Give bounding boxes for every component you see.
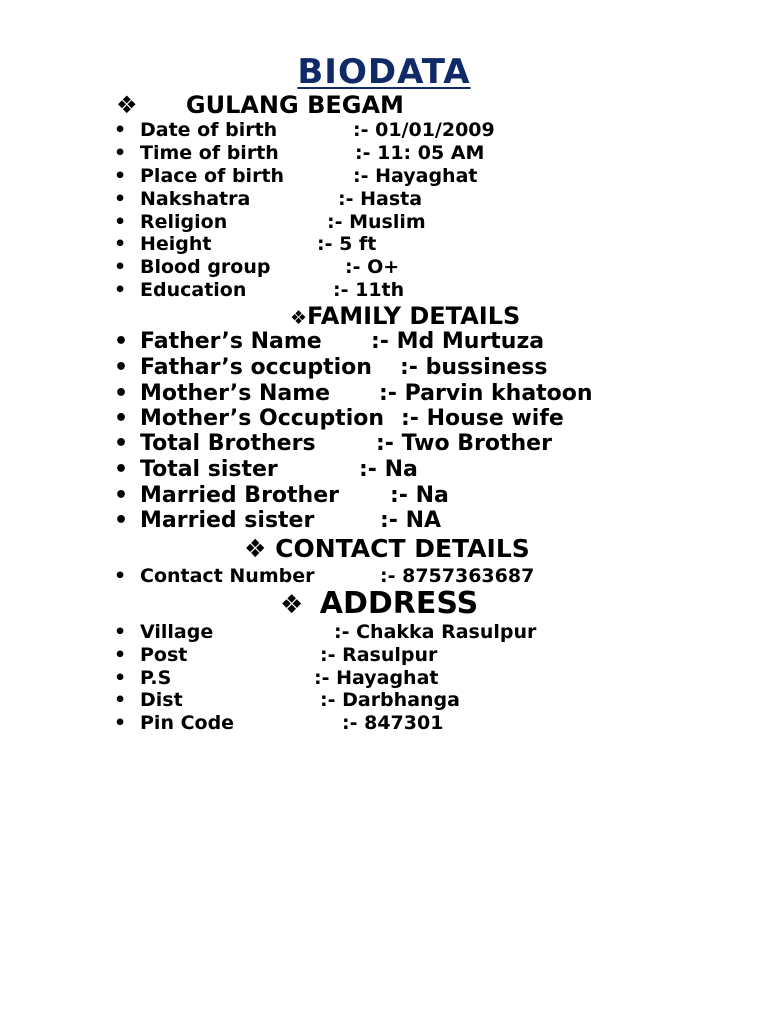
field-value: :- Parvin khatoon xyxy=(379,381,593,406)
bullet-icon: • xyxy=(114,689,127,711)
field-value: :- bussiness xyxy=(400,355,548,380)
field-label: Contact Number xyxy=(140,565,315,587)
field-label: Mother’s Occuption xyxy=(140,406,385,431)
bullet-icon: • xyxy=(114,483,129,508)
field-label: Place of birth xyxy=(140,165,285,187)
diamond-bullet-icon: ❖ xyxy=(280,590,304,620)
field-value: :- Hasta xyxy=(338,188,423,210)
field-label: Married Brother xyxy=(140,483,339,508)
field-label: Total sister xyxy=(140,457,278,482)
field-value: :- Darbhanga xyxy=(320,689,460,711)
bullet-icon: • xyxy=(114,621,127,643)
bullet-icon: • xyxy=(114,188,127,210)
bullet-icon: • xyxy=(114,406,129,431)
field-value: :- O+ xyxy=(345,256,400,278)
field-label: Nakshatra xyxy=(140,188,251,210)
name-heading: ❖ GULANG BEGAM xyxy=(116,91,404,119)
diamond-bullet-icon: ❖ xyxy=(116,91,138,119)
field-label: Father’s Name xyxy=(140,329,322,354)
field-value: :- Md Murtuza xyxy=(371,329,545,354)
bullet-icon: • xyxy=(114,256,127,278)
bullet-icon: • xyxy=(114,211,127,233)
field-value: :- Two Brother xyxy=(376,431,552,456)
field-label: Fathar’s occuption xyxy=(140,355,372,380)
field-value: :- 11: 05 AM xyxy=(355,142,485,164)
bullet-icon: • xyxy=(114,355,129,380)
field-label: Married sister xyxy=(140,508,315,533)
field-label: Date of birth xyxy=(140,119,278,141)
field-value: :- 01/01/2009 xyxy=(353,119,495,141)
field-label: Pin Code xyxy=(140,712,235,734)
field-value: :- Na xyxy=(359,457,418,482)
bullet-icon: • xyxy=(114,233,127,255)
field-value: :- Hayaghat xyxy=(353,165,478,187)
field-value: :- Rasulpur xyxy=(320,644,438,666)
page-title: BIODATA xyxy=(297,52,471,92)
field-value: :- Muslim xyxy=(327,211,426,233)
field-label: Time of birth xyxy=(140,142,279,164)
bullet-icon: • xyxy=(114,119,127,141)
field-label: P.S xyxy=(140,667,172,689)
diamond-bullet-icon: ❖ xyxy=(244,534,267,563)
field-value: :- Hayaghat xyxy=(314,667,439,689)
bullet-icon: • xyxy=(114,381,129,406)
field-label: Total Brothers xyxy=(140,431,316,456)
field-label: Village xyxy=(140,621,214,643)
field-value: :- House wife xyxy=(401,406,564,431)
bullet-icon: • xyxy=(114,165,127,187)
field-value: :- Na xyxy=(390,483,449,508)
bullet-icon: • xyxy=(114,142,127,164)
field-value: :- 8757363687 xyxy=(380,565,535,587)
bullet-icon: • xyxy=(114,667,127,689)
bullet-icon: • xyxy=(114,508,129,533)
field-label: Mother’s Name xyxy=(140,381,331,406)
family-details-heading: ❖FAMILY DETAILS xyxy=(290,301,520,333)
field-label: Education xyxy=(140,279,247,301)
diamond-bullet-icon: ❖ xyxy=(290,307,308,329)
field-label: Religion xyxy=(140,211,228,233)
bullet-icon: • xyxy=(114,431,129,456)
bullet-icon: • xyxy=(114,712,127,734)
field-value: :- 5 ft xyxy=(317,233,377,255)
bullet-icon: • xyxy=(114,329,129,354)
field-label: Blood group xyxy=(140,256,271,278)
field-label: Height xyxy=(140,233,212,255)
field-value: :- NA xyxy=(380,508,442,533)
field-label: Post xyxy=(140,644,188,666)
bullet-icon: • xyxy=(114,565,127,587)
address-heading: ❖ ADDRESS xyxy=(280,585,478,624)
field-value: :- 847301 xyxy=(342,712,444,734)
bullet-icon: • xyxy=(114,644,127,666)
field-value: :- 11th xyxy=(333,279,405,301)
contact-details-heading: ❖ CONTACT DETAILS xyxy=(244,534,530,563)
field-value: :- Chakka Rasulpur xyxy=(334,621,537,643)
field-label: Dist xyxy=(140,689,183,711)
bullet-icon: • xyxy=(114,457,129,482)
bullet-icon: • xyxy=(114,279,127,301)
